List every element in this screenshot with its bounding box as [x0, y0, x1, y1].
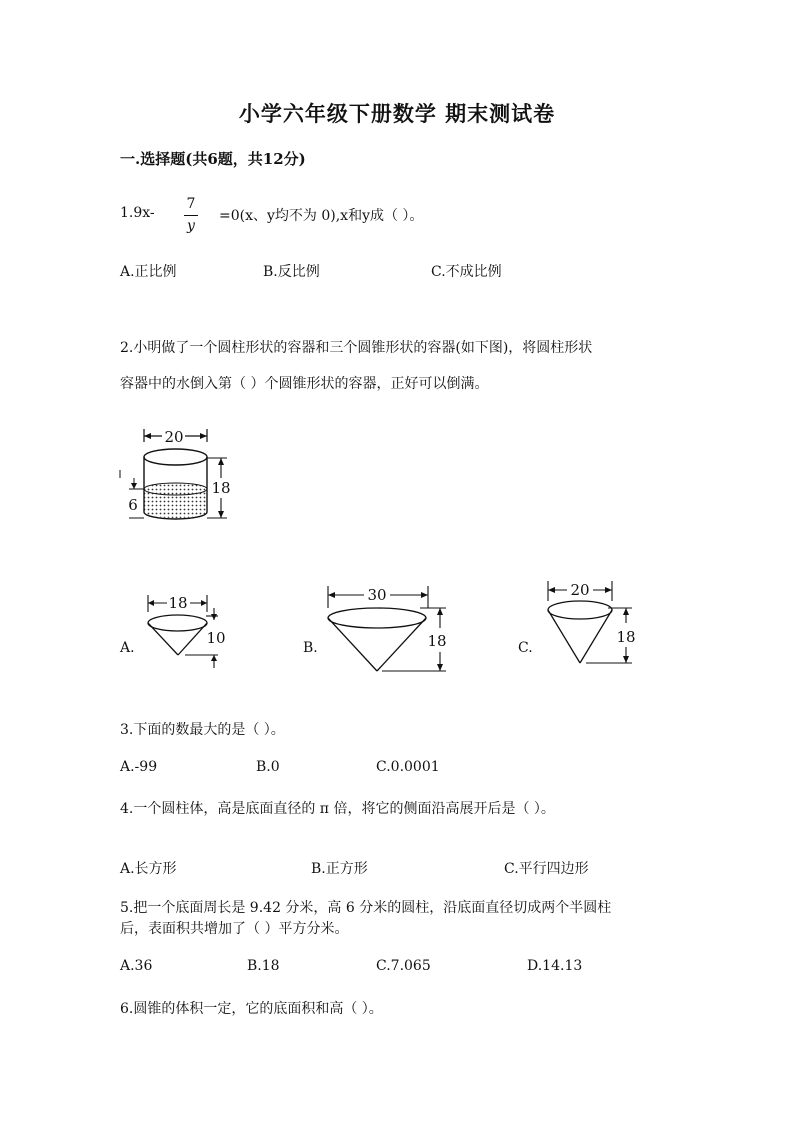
cone-c-figure: [540, 575, 650, 670]
page-title: 小学六年级下册数学 期末测试卷: [238, 101, 556, 126]
q4-option-a: A.长方形: [120, 861, 177, 877]
cone-a-label: A.: [120, 640, 135, 656]
q1-option-b: B.反比例: [263, 264, 320, 280]
q1-option-a: A.正比例: [120, 264, 177, 280]
q2-line-1: 2.小明做了一个圆柱形状的容器和三个圆锥形状的容器(如下图)，将圆柱形状: [120, 340, 593, 356]
q1-prefix: 1.9x-: [120, 205, 155, 221]
q5-line-2: 后，表面积共增加了（ ）平方分米。: [120, 921, 349, 937]
cone-c-label: C.: [518, 640, 533, 656]
q3-text: 3.下面的数最大的是（ ）。: [120, 722, 285, 738]
q1-fraction: [184, 196, 198, 234]
q5-option-b: B.18: [247, 958, 280, 974]
q2-line-2: 容器中的水倒入第（ ）个圆锥形状的容器，正好可以倒满。: [120, 376, 489, 392]
cylinder-diameter-label: 20: [164, 428, 184, 446]
q4-text: 4.一个圆柱体，高是底面直径的 π 倍，将它的侧面沿高展开后是（ ）。: [120, 801, 555, 817]
q5-option-d: D.14.13: [527, 958, 583, 974]
q1-suffix: =0(x、y均不为 0),x和y成（ ）。: [219, 208, 424, 224]
q6-text: 6.圆锥的体积一定，它的底面积和高（ ）。: [120, 1001, 383, 1017]
cone-b-diameter-label: 30: [367, 586, 387, 604]
q1-fraction-numerator: 7: [186, 196, 196, 212]
cone-b-figure: [320, 580, 450, 680]
q5-option-c: C.7.065: [376, 958, 431, 974]
q5-line-1: 5.把一个底面周长是 9.42 分米，高 6 分米的圆柱，沿底面直径切成两个半圆柱: [120, 900, 612, 916]
q1-option-c: C.不成比例: [431, 264, 502, 280]
section-heading: 一.选择题(共6题，共12分): [120, 150, 306, 168]
q4-option-c: C.平行四边形: [504, 861, 589, 877]
q1-fraction-denominator: y: [187, 218, 195, 234]
cone-b-label: B.: [303, 640, 318, 656]
cylinder-figure: [115, 420, 245, 530]
cone-b-height-label: 18: [427, 632, 447, 650]
q5-option-a: A.36: [120, 958, 153, 974]
cone-a-diameter-label: 18: [168, 594, 188, 612]
cylinder-water-label: 6: [128, 496, 138, 514]
cylinder-height-label: 18: [211, 479, 231, 497]
q3-option-a: A.-99: [120, 759, 158, 775]
q4-option-b: B.正方形: [311, 861, 368, 877]
cone-c-diameter-label: 20: [570, 581, 590, 599]
cone-c-height-label: 18: [616, 628, 636, 646]
q3-option-b: B.0: [256, 759, 280, 775]
q3-option-c: C.0.0001: [376, 759, 440, 775]
cone-a-figure: [140, 590, 240, 670]
cone-a-height-label: 10: [206, 629, 226, 647]
